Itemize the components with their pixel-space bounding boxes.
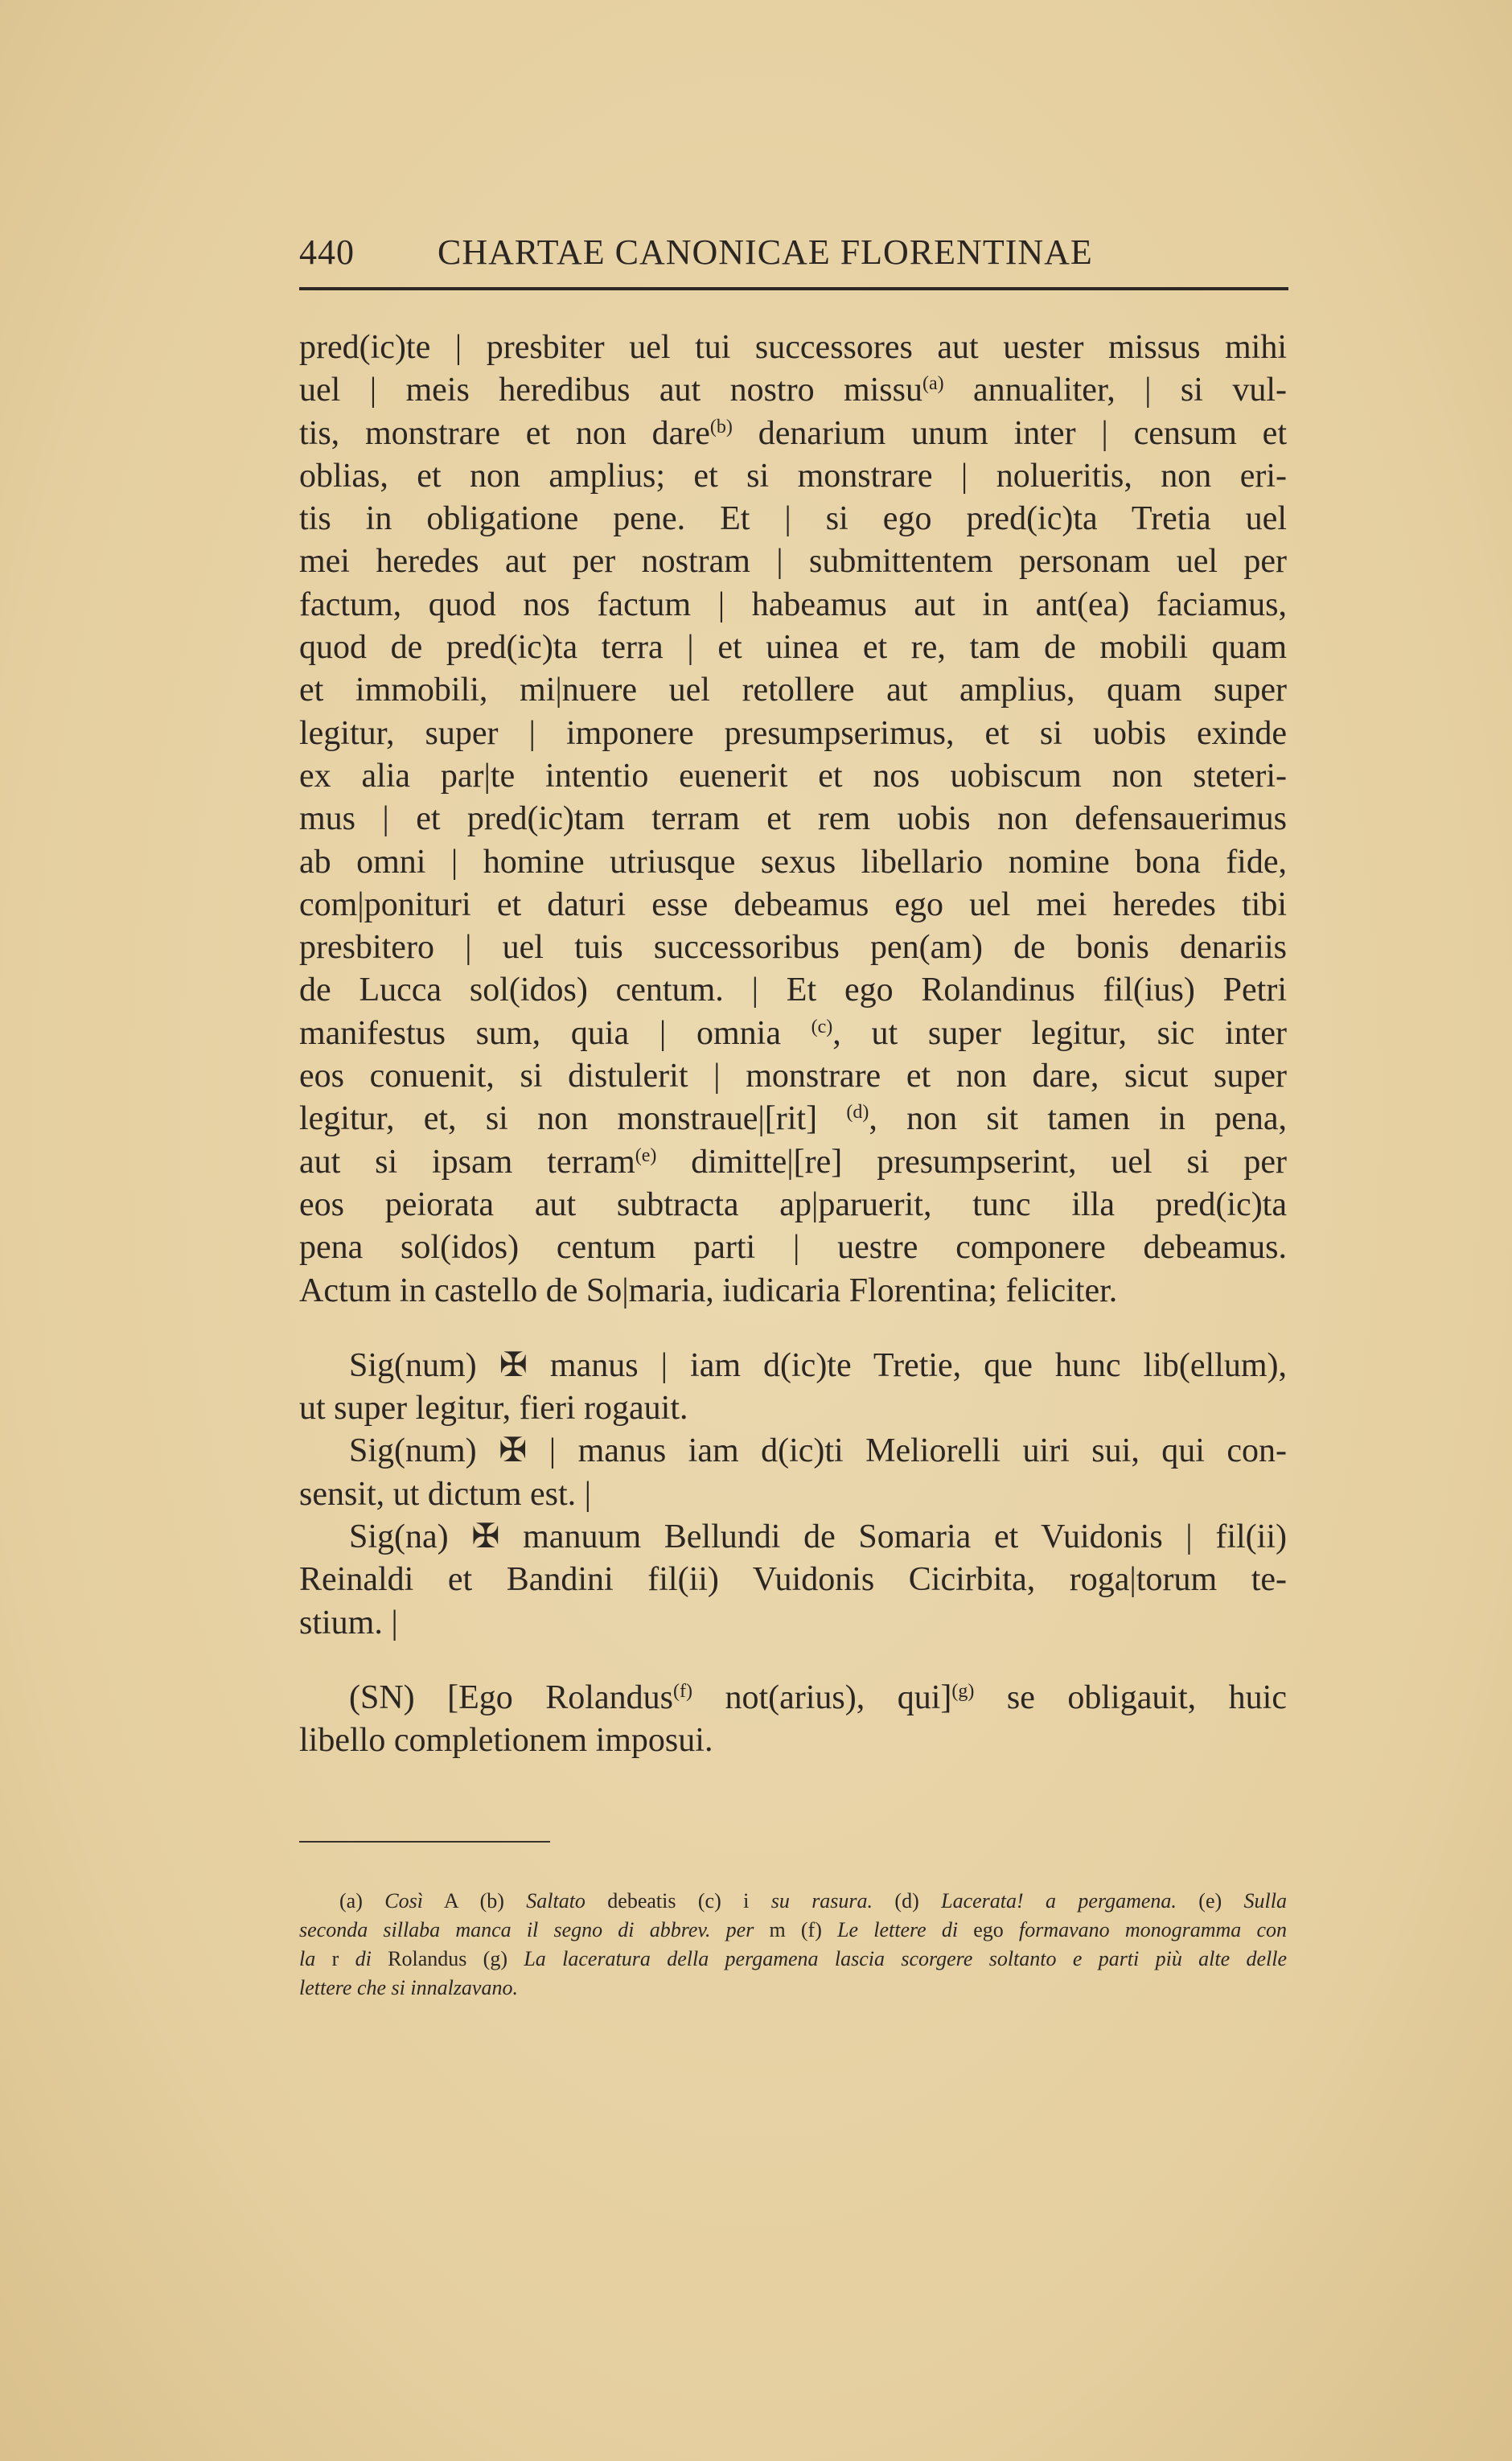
running-header — [299, 232, 1288, 280]
italic-text: Così — [384, 1889, 423, 1913]
text-line: Sig(num) ✠ | manus iam d(ic)ti Meliorelli uiri sui, qui con- — [349, 1432, 1287, 1470]
italic-text: la — [299, 1947, 316, 1970]
text-line: de Lucca sol(idos) centum. | Et ego Rolandinus fil(ius) Petri — [299, 972, 1287, 1009]
text-line: mus | et pred(ic)tam terram et rem uobis non defensauerimus — [299, 800, 1287, 838]
footnote-reference: (e) — [635, 1144, 657, 1166]
paragraph — [299, 327, 1287, 1313]
text-line: Sig(na) ✠ manuum Bellundi de Somaria et Vuidonis | fil(ii) — [349, 1518, 1287, 1556]
text-line: ab omni | homine utriusque sexus libellario nomine bona fide, — [299, 843, 1287, 881]
footnote-reference: (d) — [846, 1102, 869, 1124]
text-line: legitur, super | imponere presumpserimus, et si uobis exinde — [299, 714, 1287, 752]
text-line: ex alia par|te intentio euenerit et nos uobiscum non steteri- — [299, 757, 1287, 795]
text-line: sensit, ut dictum est. | — [299, 1475, 592, 1513]
text-line: stium. | — [299, 1604, 398, 1641]
footnote-rule — [299, 1841, 550, 1843]
paragraph — [299, 1345, 1287, 1645]
italic-text: seconda sillaba manca il segno di abbrev. per — [299, 1918, 754, 1941]
page-number: 440 — [299, 232, 355, 272]
text-line: quod de pred(ic)ta terra | et uinea et re, tam de mobili quam — [299, 629, 1287, 667]
footnote-line: (a) Così A (b) Saltato debeatis (c) i su rasura. (d) Lacerata! a pergamena. (e) Sulla — [339, 1889, 1287, 1913]
italic-text: lettere che si innalzavano. — [299, 1976, 518, 1999]
text-line: ut super legitur, fieri rogauit. — [299, 1390, 688, 1428]
text-line: factum, quod nos factum | habeamus aut in ant(ea) faciamus, — [299, 585, 1287, 623]
italic-text: di — [355, 1947, 372, 1970]
footnotes — [299, 1887, 1287, 2003]
text-line: presbitero | uel tuis successoribus pen(am) de bonis denariis — [299, 929, 1287, 967]
footnote-line — [299, 1974, 1287, 2003]
header-rule — [299, 287, 1288, 290]
footnote-reference: (a) — [922, 373, 944, 395]
footnote-reference: (b) — [709, 416, 733, 438]
text-line: com|ponituri et daturi esse debeamus ego uel mei heredes tibi — [299, 885, 1287, 923]
italic-text: Le lettere di — [837, 1918, 959, 1941]
text-line: tis in obligatione pene. Et | si ego pred(ic)ta Tretia uel — [299, 500, 1287, 538]
italic-text: Saltato — [526, 1889, 585, 1913]
italic-text: Lacerata! a pergamena. — [941, 1889, 1177, 1913]
text-line: libello completionem imposui. — [299, 1722, 713, 1760]
text-line: tis, monstrare et non dare$^{(b)}$ denarium unum inter | censum et — [299, 414, 1287, 452]
text-line: legitur, et, si non monstraue|[rit] $^{(d)}$, non sit tamen in pena, — [299, 1100, 1287, 1138]
italic-text: La laceratura della pergamena lascia scorgere soltanto e parti più alte delle — [524, 1947, 1287, 1970]
paragraph — [299, 1677, 1287, 1763]
text-line: aut si ipsam terram$^{(e)}$ dimitte|[re] presumpserint, uel si per — [299, 1143, 1287, 1181]
text-line: Sig(num) ✠ manus | iam d(ic)te Tretie, que hunc lib(ellum), — [349, 1346, 1287, 1384]
text-line: mei heredes aut per nostram | submittentem personam uel per — [299, 543, 1287, 581]
footnote-line: la r di Rolandus (g) La laceratura della pergamena lascia scorgere soltanto e parti più alte delle — [299, 1947, 1287, 1970]
italic-text: su rasura. — [770, 1889, 873, 1913]
text-line: Actum in castello de So|maria, iudicaria Florentina; feliciter. — [299, 1272, 1118, 1309]
text-line: (SN) [Ego Rolandus$^{(f)}$ not(arius), qui]$^{(g)}$ se obligauit, huic — [349, 1678, 1287, 1716]
running-title: CHARTAE CANONICAE FLORENTINAE — [438, 232, 1093, 272]
footnote-reference: (g) — [951, 1680, 975, 1702]
text-line: oblias, et non amplius; et si monstrare | nolueritis, non eri- — [299, 457, 1287, 495]
italic-text: Sulla — [1243, 1889, 1287, 1913]
text-line: eos conuenit, si distulerit | monstrare et non dare, sicut super — [299, 1058, 1287, 1095]
text-line: eos peiorata aut subtracta ap|paruerit, tunc illa pred(ic)ta — [299, 1185, 1287, 1223]
footnote-reference: (c) — [811, 1016, 833, 1037]
footnote-line: seconda sillaba manca il segno di abbrev. per m (f) Le lettere di ego formavano monogramma con — [299, 1918, 1287, 1941]
italic-text: formavano monogramma con — [1019, 1918, 1287, 1941]
text-line: Reinaldi et Bandini fil(ii) Vuidonis Cicirbita, roga|torum te- — [299, 1561, 1287, 1599]
text-line: uel | meis heredibus aut nostro missu$^{(a)}$ annualiter, | si vul- — [299, 372, 1287, 409]
text-line: pena sol(idos) centum parti | uestre componere debeamus. — [299, 1229, 1287, 1267]
text-line: manifestus sum, quia | omnia $^{(c)}$, ut super legitur, sic inter — [299, 1014, 1287, 1052]
text-line: pred(ic)te | presbiter uel tui successores aut uester missus mihi — [299, 329, 1287, 366]
text-line: et immobili, mi|nuere uel retollere aut amplius, quam super — [299, 672, 1287, 709]
charter-text — [299, 327, 1287, 1763]
footnote-reference: (f) — [672, 1680, 692, 1702]
